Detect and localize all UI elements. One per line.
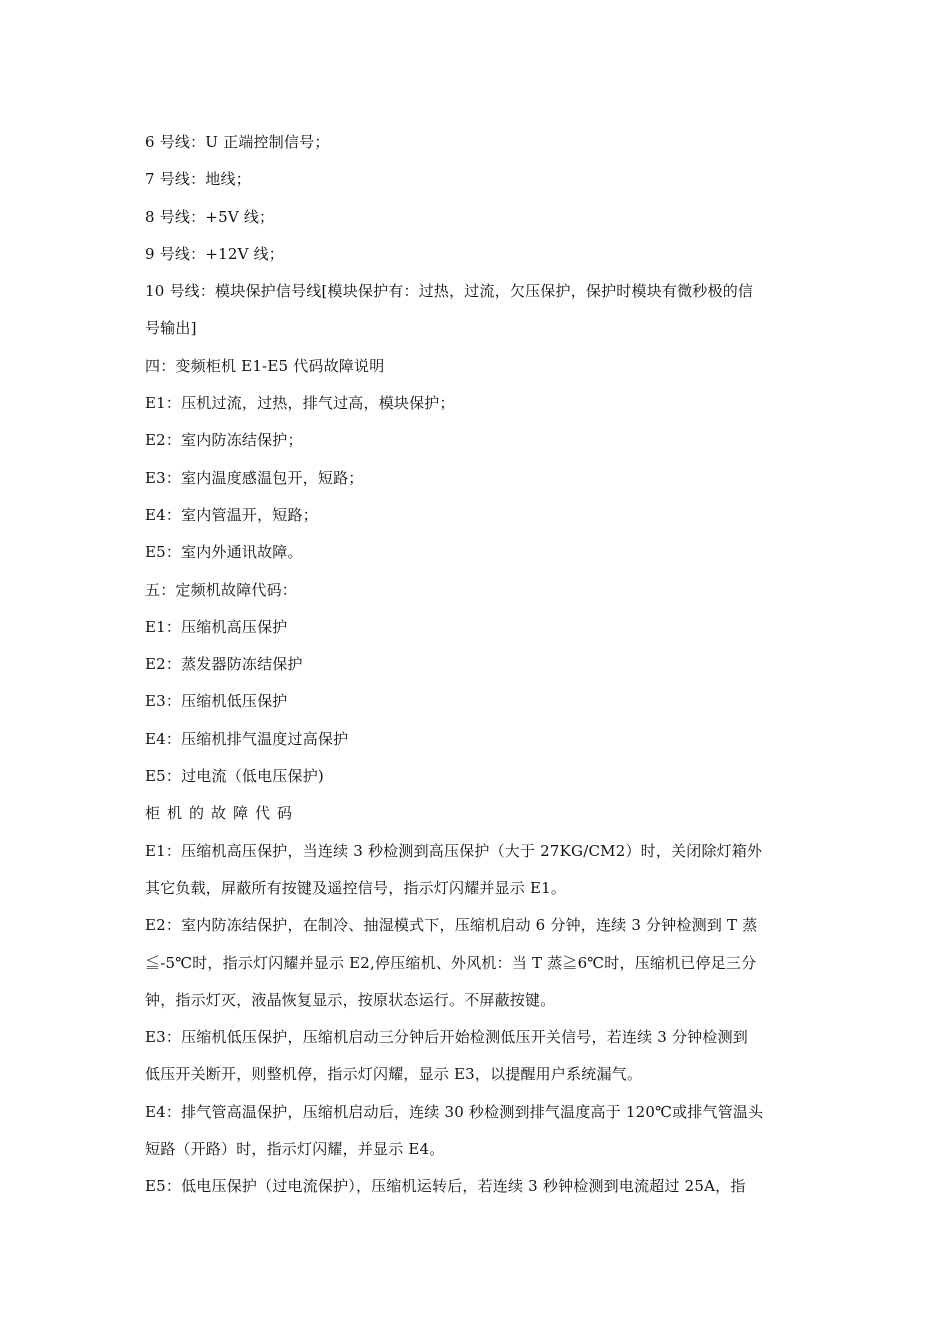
line-wire-9: 9 号线：+12V 线； [145,244,284,263]
line-wire-10: 10 号线：模块保护信号线[模块保护有：过热，过流，欠压保护，保护时模块有微秒极的信 [145,282,754,301]
section-heading-fixed-frequency: 五：定频机故障代码： [145,580,298,599]
fixed-code-e2: E2：蒸发器防冻结保护 [145,655,303,674]
inverter-code-e3: E3：室内温度感温包开，短路； [145,468,364,487]
document-body [145,124,810,1206]
cabinet-code-e1-cont: 其它负载，屏蔽所有按键及遥控信号，指示灯闪耀并显示 E1。 [145,878,567,897]
fixed-code-e1: E1：压缩机高压保护 [145,617,288,636]
cabinet-code-e4-cont: 短路（开路）时，指示灯闪耀，并显示 E4。 [145,1140,445,1159]
cabinet-code-e2: E2：室内防冻结保护，在制冷、抽湿模式下，压缩机启动 6 分钟，连续 3 分钟检测到 T 蒸 [145,916,758,935]
cabinet-code-e2-cont-2: 钟，指示灯灭，液晶恢复显示，按原状态运行。不屏蔽按键。 [145,990,556,1009]
inverter-code-e4: E4：室内管温开，短路； [145,505,318,524]
cabinet-code-e4: E4：排气管高温保护，压缩机启动后，连续 30 秒检测到排气温度高于 120℃或排气管温头 [145,1102,764,1121]
line-wire-6: 6 号线：U 正端控制信号； [145,133,330,151]
cabinet-code-e3-cont: 低压开关断开，则整机停，指示灯闪耀，显示 E3，以提醒用户系统漏气。 [145,1065,643,1084]
line-wire-7: 7 号线：地线； [145,170,251,189]
fixed-code-e4: E4：压缩机排气温度过高保护 [145,729,349,748]
cabinet-code-e5: E5：低电压保护（过电流保护），压缩机运转后，若连续 3 秒钟检测到电流超过 25A，指 [145,1177,746,1196]
line-wire-8: 8 号线：+5V 线； [145,207,275,226]
cabinet-code-e1: E1：压缩机高压保护，当连续 3 秒检测到高压保护（大于 27KG/CM2）时，关闭除灯箱外 [145,841,763,860]
line-wire-10-cont: 号输出] [145,319,197,338]
inverter-code-e1: E1：压机过流，过热，排气过高，模块保护； [145,394,455,413]
cabinet-code-e3: E3：压缩机低压保护，压缩机启动三分钟后开始检测低压开关信号，若连续 3 分钟检测到 [145,1028,748,1047]
inverter-code-e2: E2：室内防冻结保护； [145,431,303,450]
section-heading-inverter-cabinet: 四：变频柜机 E1-E5 代码故障说明 [145,356,385,375]
cabinet-code-e2-cont-1: ≦-5℃时，指示灯闪耀并显示 E2,停压缩机、外风机：当 T 蒸≧6℃时，压缩机已停足三分 [145,953,757,972]
inverter-code-e5: E5：室内外通讯故障。 [145,543,303,562]
fixed-code-e3: E3：压缩机低压保护 [145,692,288,711]
fixed-code-e5: E5：过电流（低电压保护) [145,767,324,786]
section-heading-cabinet-codes: 柜机的故障代码 [145,804,300,823]
